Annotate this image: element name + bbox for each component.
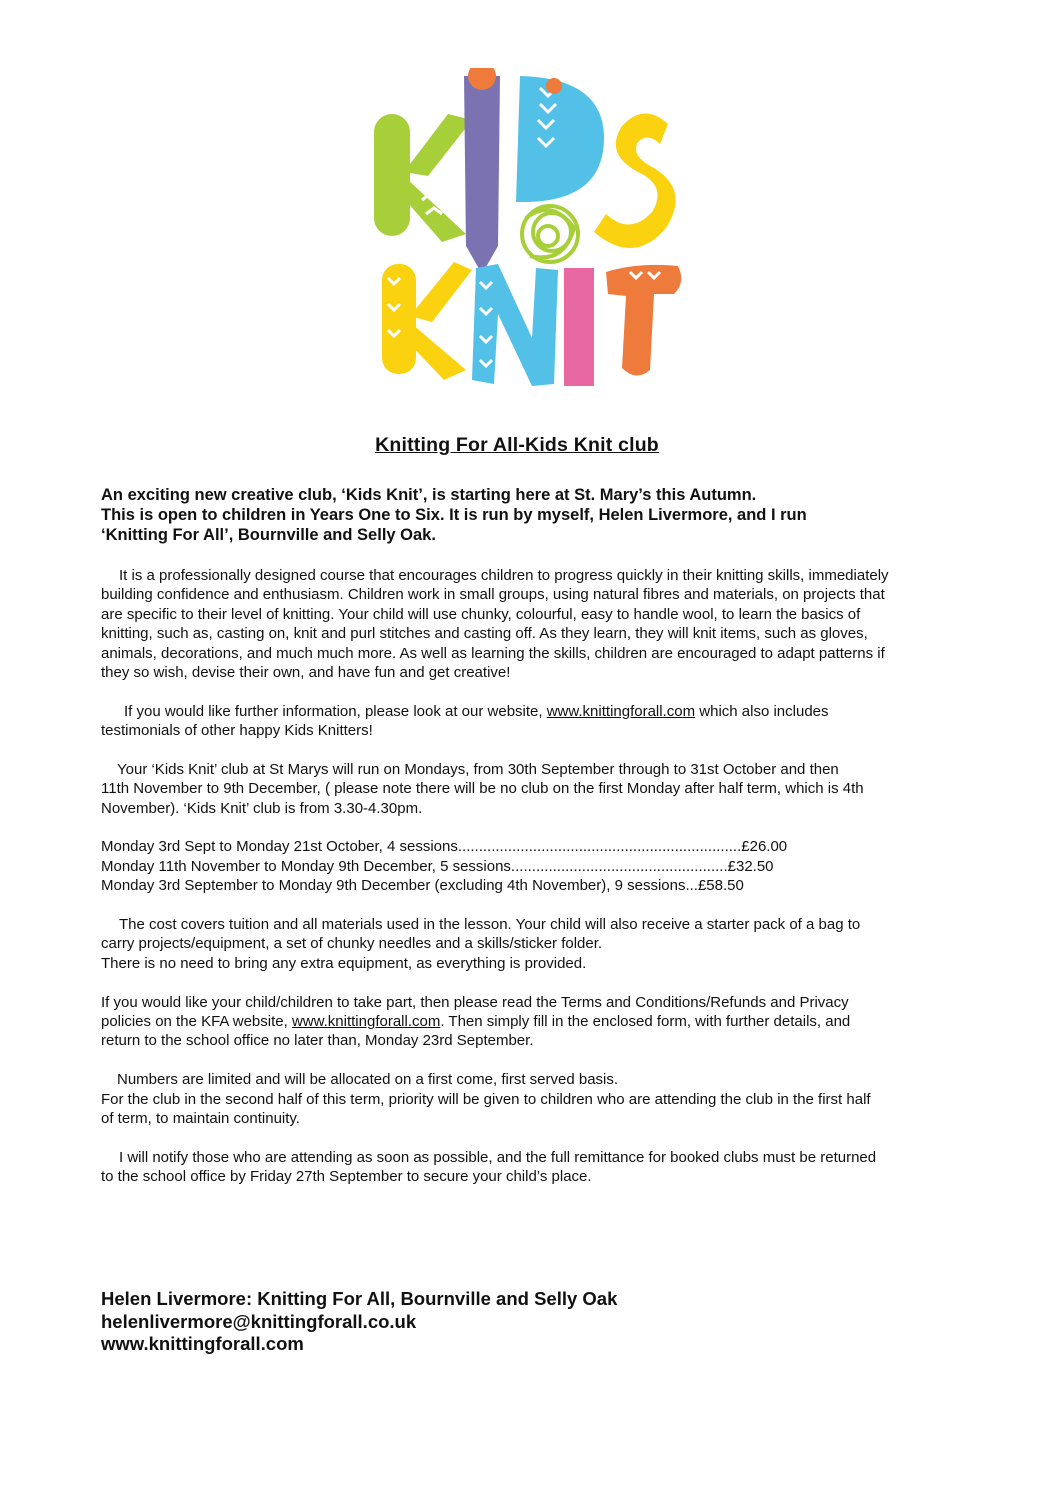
logo-letter-k-green <box>374 114 472 242</box>
paragraph-line: There is no need to bring any extra equipment, as everything is provided. <box>101 954 587 972</box>
page-title: Knitting For All-Kids Knit club <box>375 434 659 456</box>
paragraph-line: return to the school office no later than, Monday 23rd September. <box>101 1032 534 1050</box>
intro-paragraph <box>101 485 981 545</box>
text: . Then simply fill in the enclosed form, with further details, and <box>440 1012 851 1030</box>
intro-line: This is open to children in Years One to Six. It is run by myself, Helen Livermore, and I run <box>101 506 807 524</box>
paragraph-line: November). ‘Kids Knit’ club is from 3.30-4.30pm. <box>101 799 423 817</box>
text: If you would like further information, please look at our website, <box>124 702 547 720</box>
paragraph-line: building confidence and enthusiasm. Children work in small groups, using natural fibres and materials, on projects that <box>101 586 885 604</box>
text: which also includes <box>695 702 829 720</box>
logo-letter-s-yellow <box>594 113 676 248</box>
kids-knit-logo <box>368 68 690 390</box>
paragraph-line: Your ‘Kids Knit’ club at St Marys will run on Mondays, from 30th September through to 31st October and then <box>117 760 839 778</box>
paragraph-line: Numbers are limited and will be allocated on a first come, first served basis. <box>117 1071 619 1089</box>
intro-line: An exciting new creative club, ‘Kids Knit’, is starting here at St. Mary’s this Autumn. <box>101 486 757 504</box>
paragraph-line: knitting, such as, casting on, knit and purl stitches and casting off. As they learn, they will knit items, such as gloves, <box>101 625 868 643</box>
website-link[interactable]: www.knittingforall.com <box>291 1012 441 1030</box>
paragraph-line: The cost covers tuition and all materials used in the lesson. Your child will also receive a starter pack of a bag to <box>119 916 861 934</box>
paragraph-line <box>101 1012 981 1031</box>
contact-name: Helen Livermore: Knitting For All, Bournville and Selly Oak <box>101 1288 618 1309</box>
paragraph-line: are specific to their level of knitting. Your child will use chunky, colourful, easy to handle wool, to learn the basics of <box>101 605 861 623</box>
paragraph-line <box>101 702 981 721</box>
body-text <box>101 566 981 1187</box>
paragraph-line: 11th November to 9th December, ( please note there will be no club on the first Monday after half term, which is 4th <box>101 780 864 798</box>
paragraph-line: carry projects/equipment, a set of chunky needles and a skills/sticker folder. <box>101 935 603 953</box>
paragraph-line: of term, to maintain continuity. <box>101 1109 300 1127</box>
logo-letter-i-pink <box>564 268 594 386</box>
paragraph-line: I will notify those who are attending as soon as possible, and the full remittance for booked clubs must be returned <box>119 1148 877 1166</box>
text: policies on the KFA website, <box>101 1012 292 1030</box>
contact-footer <box>101 1288 981 1356</box>
price-line: Monday 3rd September to Monday 9th December (excluding 4th November), 9 sessions...£58.50 <box>101 877 744 895</box>
logo-letter-k-yellow <box>382 262 472 380</box>
price-line: Monday 11th November to Monday 9th December, 5 sessions....................................................£32.50 <box>101 857 774 875</box>
contact-email[interactable]: helenlivermore@knittingforall.co.uk <box>101 1310 417 1332</box>
intro-line: ‘Knitting For All’, Bournville and Selly Oak. <box>101 526 436 544</box>
logo-yarn-ball <box>522 206 578 262</box>
price-line: Monday 3rd Sept to Monday 21st October, 4 sessions....................................................................£26.00 <box>101 838 788 856</box>
logo-letter-i-needle <box>464 68 500 274</box>
paragraph-line: It is a professionally designed course that encourages children to progress quickly in their knitting skills, immediately <box>119 567 889 584</box>
paragraph-line: animals, decorations, and much much more. As well as learning the skills, children are encouraged to adapt patterns if <box>101 644 885 662</box>
website-link[interactable]: www.knittingforall.com <box>546 702 696 720</box>
paragraph-line: testimonials of other happy Kids Knitters! <box>101 722 373 740</box>
logo-letter-d-blue <box>516 76 604 202</box>
paragraph-line: If you would like your child/children to take part, then please read the Terms and Conditions/Refunds and Privacy <box>101 993 849 1011</box>
logo-letter-t-orange <box>606 265 681 376</box>
logo-letter-n-blue <box>472 264 558 386</box>
paragraph-line: they so wish, devise their own, and have fun and get creative! <box>101 663 511 681</box>
paragraph-line: to the school office by Friday 27th September to secure your child’s place. <box>101 1168 592 1186</box>
contact-website[interactable]: www.knittingforall.com <box>101 1333 304 1354</box>
paragraph-line: For the club in the second half of this term, priority will be given to children who are attending the club in the first half <box>101 1090 871 1108</box>
